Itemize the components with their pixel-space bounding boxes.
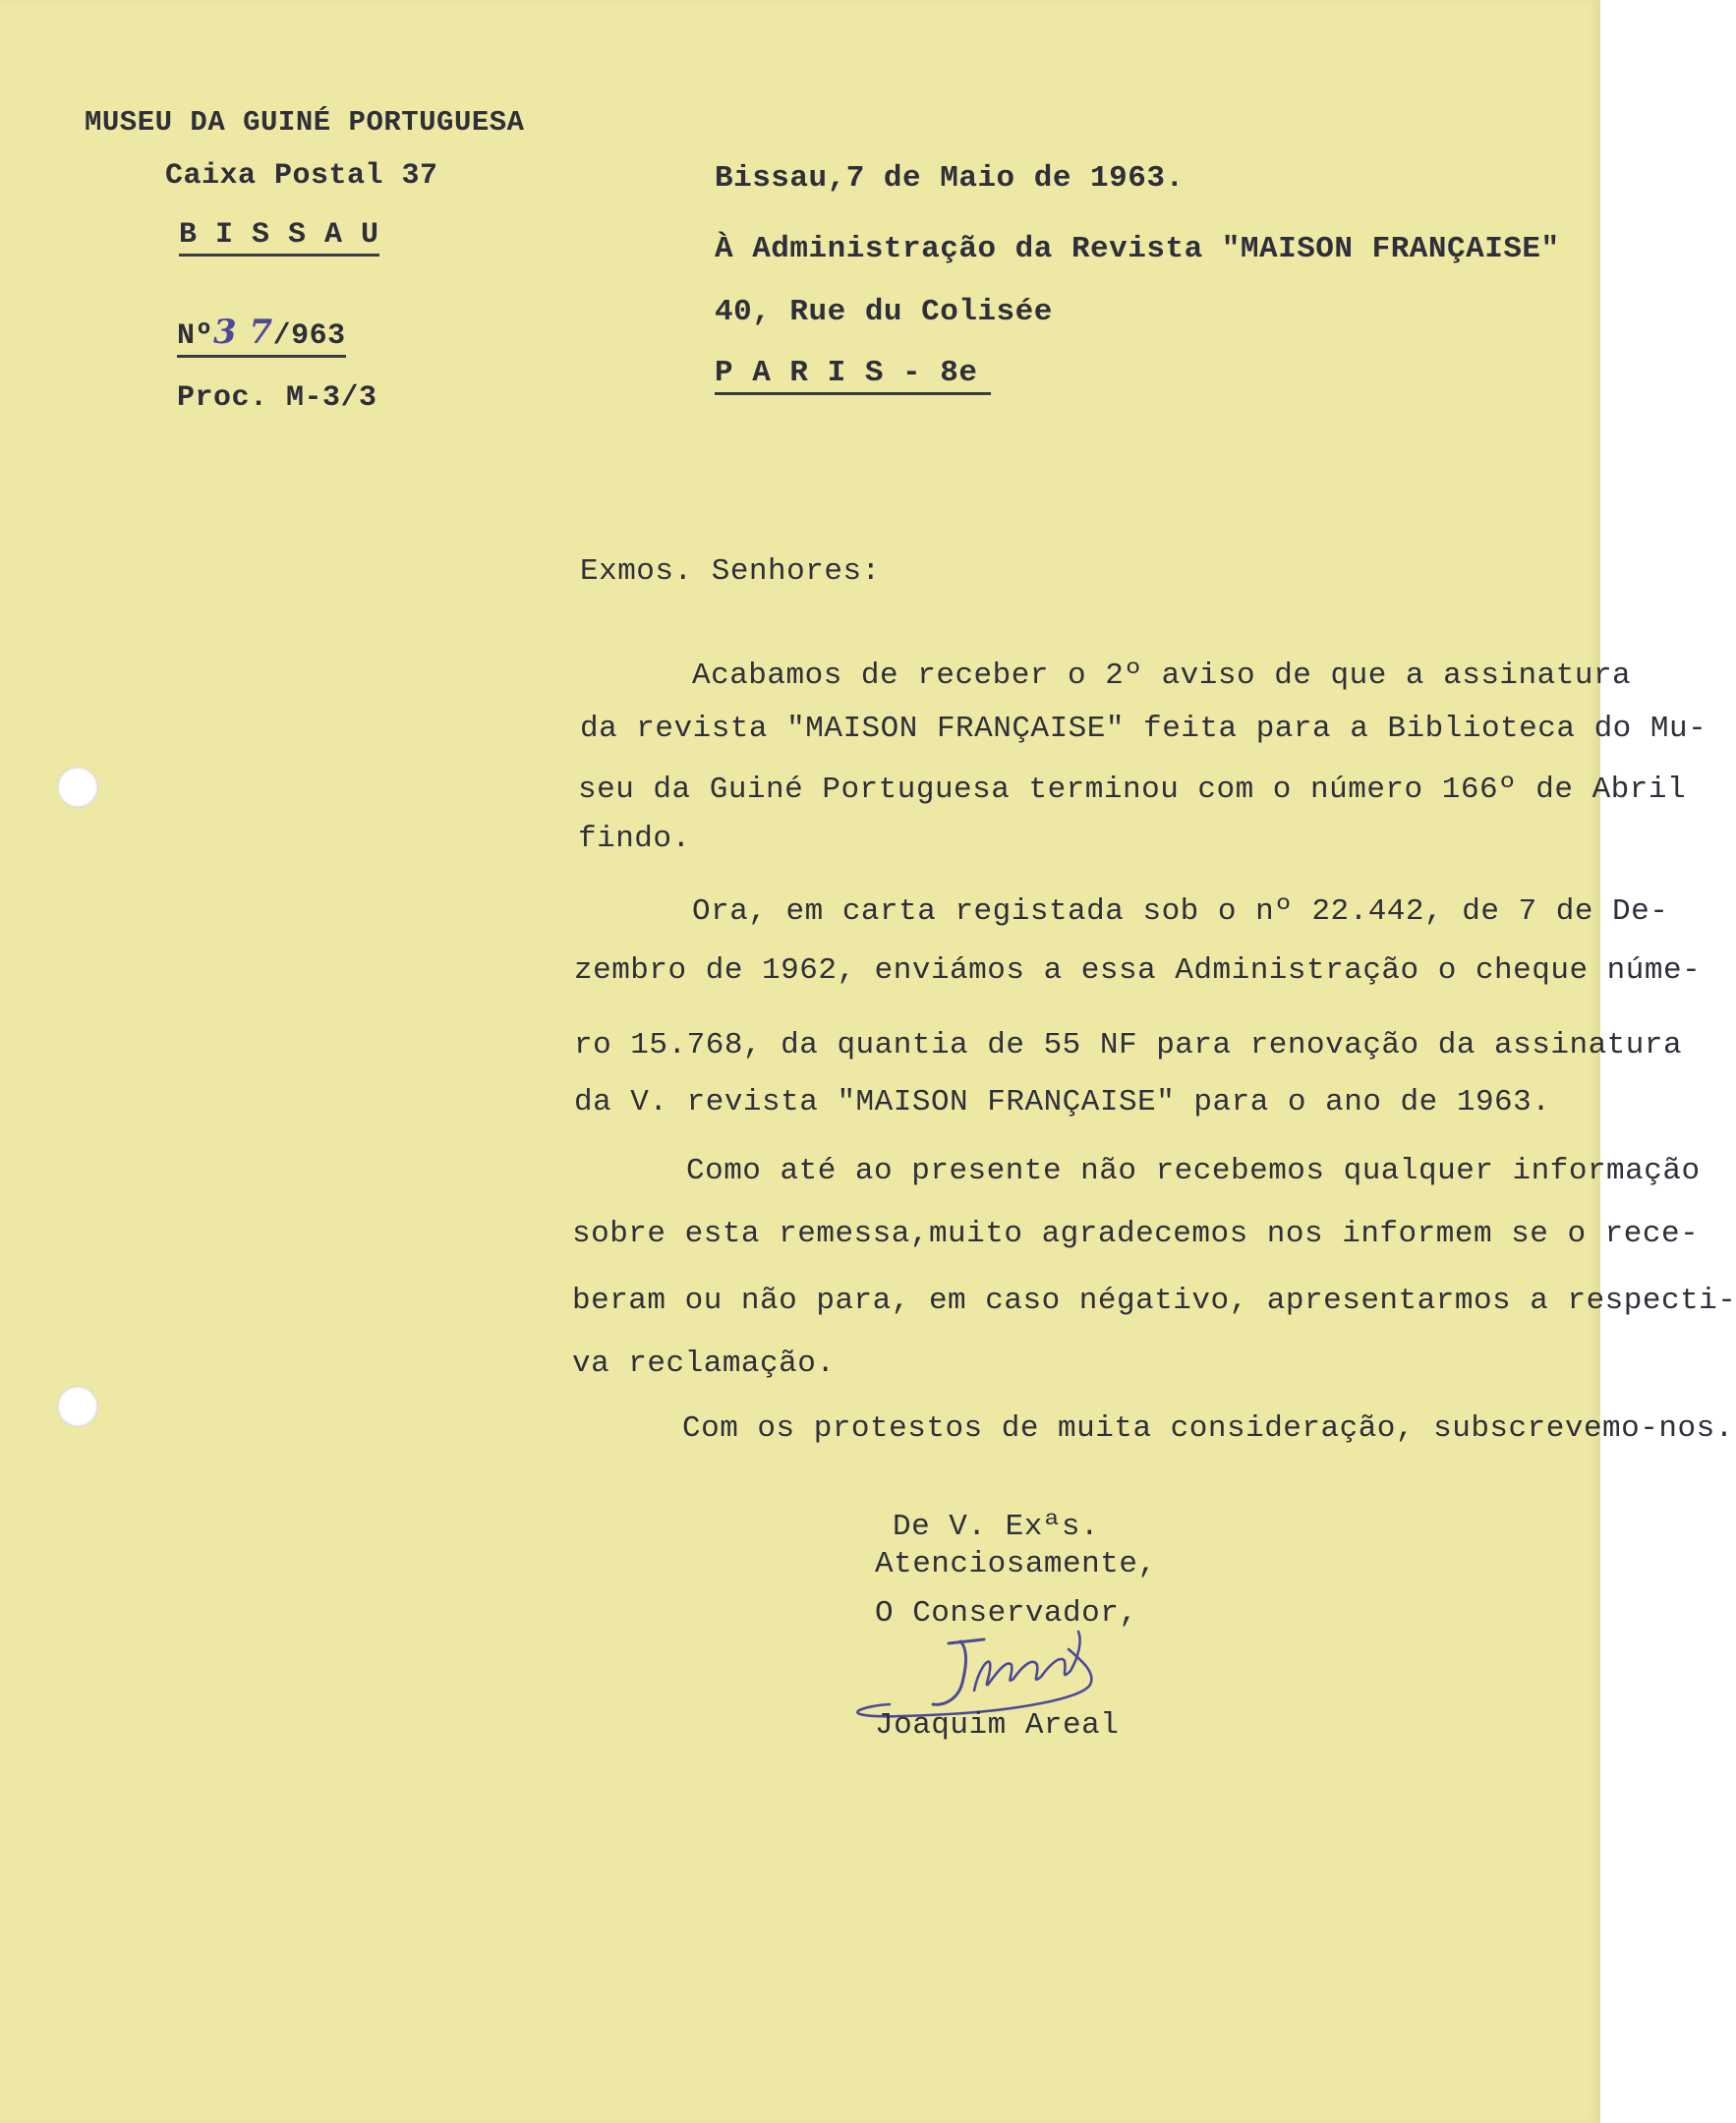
sender-city — [179, 218, 379, 252]
body-line: beram ou não para, em caso négativo, apresentarmos a respecti- — [572, 1284, 1736, 1318]
recipient-city-text: P A R I S - 8e — [715, 356, 991, 395]
sender-institution: MUSEU DA GUINÉ PORTUGUESA — [85, 106, 525, 139]
body-line: Acabamos de receber o 2º aviso de que a assinatura — [692, 659, 1632, 693]
body-line: Com os protestos de muita consideração, subscrevemo-nos. — [682, 1411, 1734, 1446]
body-line: va reclamação. — [572, 1347, 836, 1381]
closing-line: O Conservador, — [875, 1596, 1138, 1631]
body-line: Ora, em carta registada sob o nº 22.442, de 7 de De- — [692, 894, 1669, 929]
recipient-line-1: À Administração da Revista "MAISON FRANÇAISE" — [715, 232, 1560, 266]
punch-hole — [57, 767, 98, 808]
recipient-address: 40, Rue du Colisée — [715, 295, 1053, 329]
body-line: da V. revista "MAISON FRANÇAISE" para o ano de 1963. — [574, 1085, 1551, 1119]
reference-number-line — [177, 313, 346, 358]
signatory-name: Joaquim Areal — [875, 1708, 1120, 1743]
recipient-city — [715, 356, 991, 390]
salutation: Exmos. Senhores: — [580, 554, 881, 589]
sender-postal-box: Caixa Postal 37 — [165, 159, 438, 193]
sender-city-text: B I S S A U — [179, 218, 379, 257]
body-line: seu da Guiné Portuguesa terminou com o número 166º de Abril — [578, 773, 1687, 807]
reference-number — [177, 313, 346, 353]
body-line: sobre esta remessa,muito agradecemos nos informem se o rece- — [572, 1217, 1700, 1251]
closing-line: De V. Exªs. — [893, 1510, 1100, 1544]
reference-prefix: Nº — [177, 319, 214, 353]
reference-handwritten: 3 7 — [213, 313, 273, 352]
body-line: zembro de 1962, enviámos a essa Administração o cheque núme- — [574, 953, 1702, 988]
dateline: Bissau,7 de Maio de 1963. — [715, 161, 1185, 196]
reference-suffix: /963 — [272, 319, 346, 353]
body-line: ro 15.768, da quantia de 55 NF para renovação da assinatura — [574, 1028, 1683, 1062]
closing-line: Atenciosamente, — [875, 1547, 1157, 1581]
body-line: da revista "MAISON FRANÇAISE" feita para a Biblioteca do Mu- — [580, 712, 1707, 746]
process-reference: Proc. M-3/3 — [177, 381, 377, 415]
punch-hole — [57, 1386, 98, 1427]
body-line: findo. — [578, 822, 691, 856]
body-line: Como até ao presente não recebemos qualquer informação — [686, 1154, 1701, 1188]
